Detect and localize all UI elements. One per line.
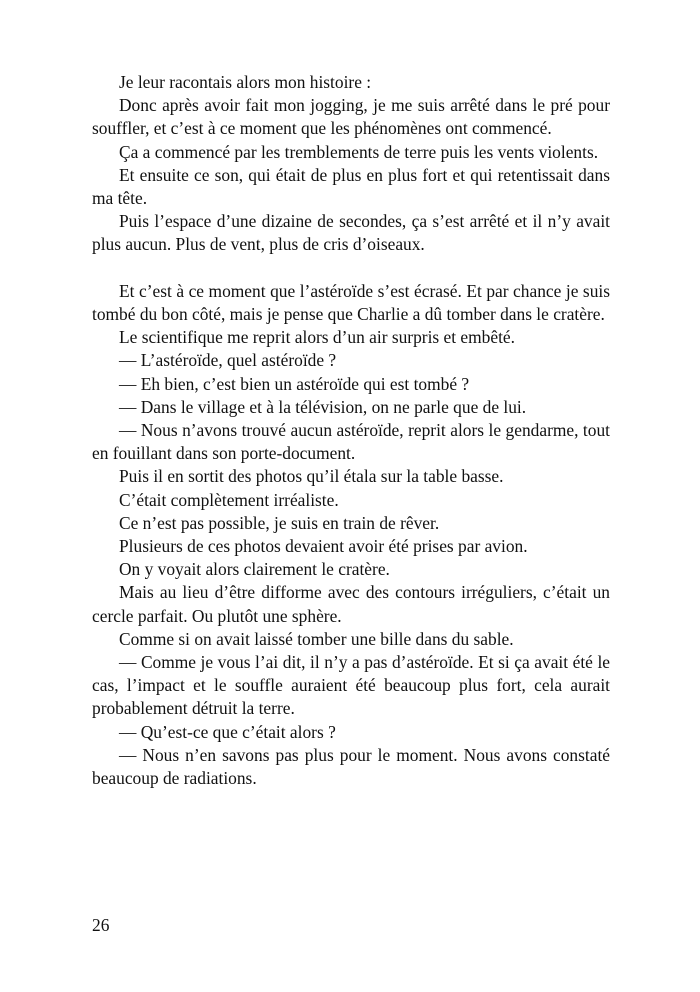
- dialogue-line: — Eh bien, c’est bien un astéroïde qui est tombé ?: [119, 373, 470, 394]
- paragraph: Ce n’est pas possible, je suis en train de rêver.: [119, 512, 440, 533]
- dialogue-line: — Nous n’avons trouvé aucun astéroïde, reprit alors le gendarme, tout en fouillant dans son porte-document.: [92, 420, 610, 464]
- dialogue-line: — Qu’est-ce que c’était alors ?: [119, 721, 336, 742]
- paragraph: Et c’est à ce moment que l’astéroïde s’est écrasé. Et par chance je suis tombé du bon côté, mais je pense que Charlie a dû tomber dans le cratère.: [92, 280, 610, 325]
- dialogue-line: — Nous n’en savons pas plus pour le moment. Nous avons constaté beaucoup de radiations.: [92, 744, 610, 789]
- dialogue-line: — Comme je vous l’ai dit, il n’y a pas d’astéroïde. Et si ça avait été le cas, l’impact et le souffle auraient été beaucoup plus fort, cela aurait probablement détruit la terre.: [92, 652, 610, 719]
- paragraph: Puis l’espace d’une dizaine de secondes, ça s’est arrêté et il n’y avait plus aucun. Plus de vent, plus de cris d’oiseaux.: [92, 211, 610, 255]
- paragraph: Le scientifique me reprit alors d’un air surpris et embêté.: [119, 327, 515, 348]
- dialogue-line: — L’astéroïde, quel astéroïde ?: [119, 350, 337, 371]
- paragraph: Je leur racontais alors mon histoire :: [119, 72, 372, 92]
- dialogue-line: — Dans le village et à la télévision, on ne parle que de lui.: [119, 396, 527, 417]
- page-number: 26: [92, 915, 110, 935]
- paragraph: Plusieurs de ces photos devaient avoir été prises par avion.: [119, 536, 528, 557]
- paragraph: Mais au lieu d’être difforme avec des contours irréguliers, c’était un cercle parfait. Ou plutôt une sphère.: [92, 582, 610, 626]
- paragraph: Ça a commencé par les tremblements de terre puis les vents violents.: [119, 141, 599, 162]
- page-body: [92, 71, 610, 790]
- paragraph: Comme si on avait laissé tomber une bille dans du sable.: [119, 628, 514, 649]
- paragraph: Et ensuite ce son, qui était de plus en plus fort et qui retentissait dans ma tête.: [92, 164, 610, 209]
- paragraph: C’était complètement irréaliste.: [119, 489, 339, 510]
- section-break: [92, 257, 610, 280]
- paragraph: On y voyait alors clairement le cratère.: [119, 559, 390, 580]
- paragraph: Puis il en sortit des photos qu’il étala sur la table basse.: [119, 466, 504, 487]
- paragraph: Donc après avoir fait mon jogging, je me suis arrêté dans le pré pour souffler, et c’est à ce moment que les phénomènes ont commencé.: [92, 95, 610, 139]
